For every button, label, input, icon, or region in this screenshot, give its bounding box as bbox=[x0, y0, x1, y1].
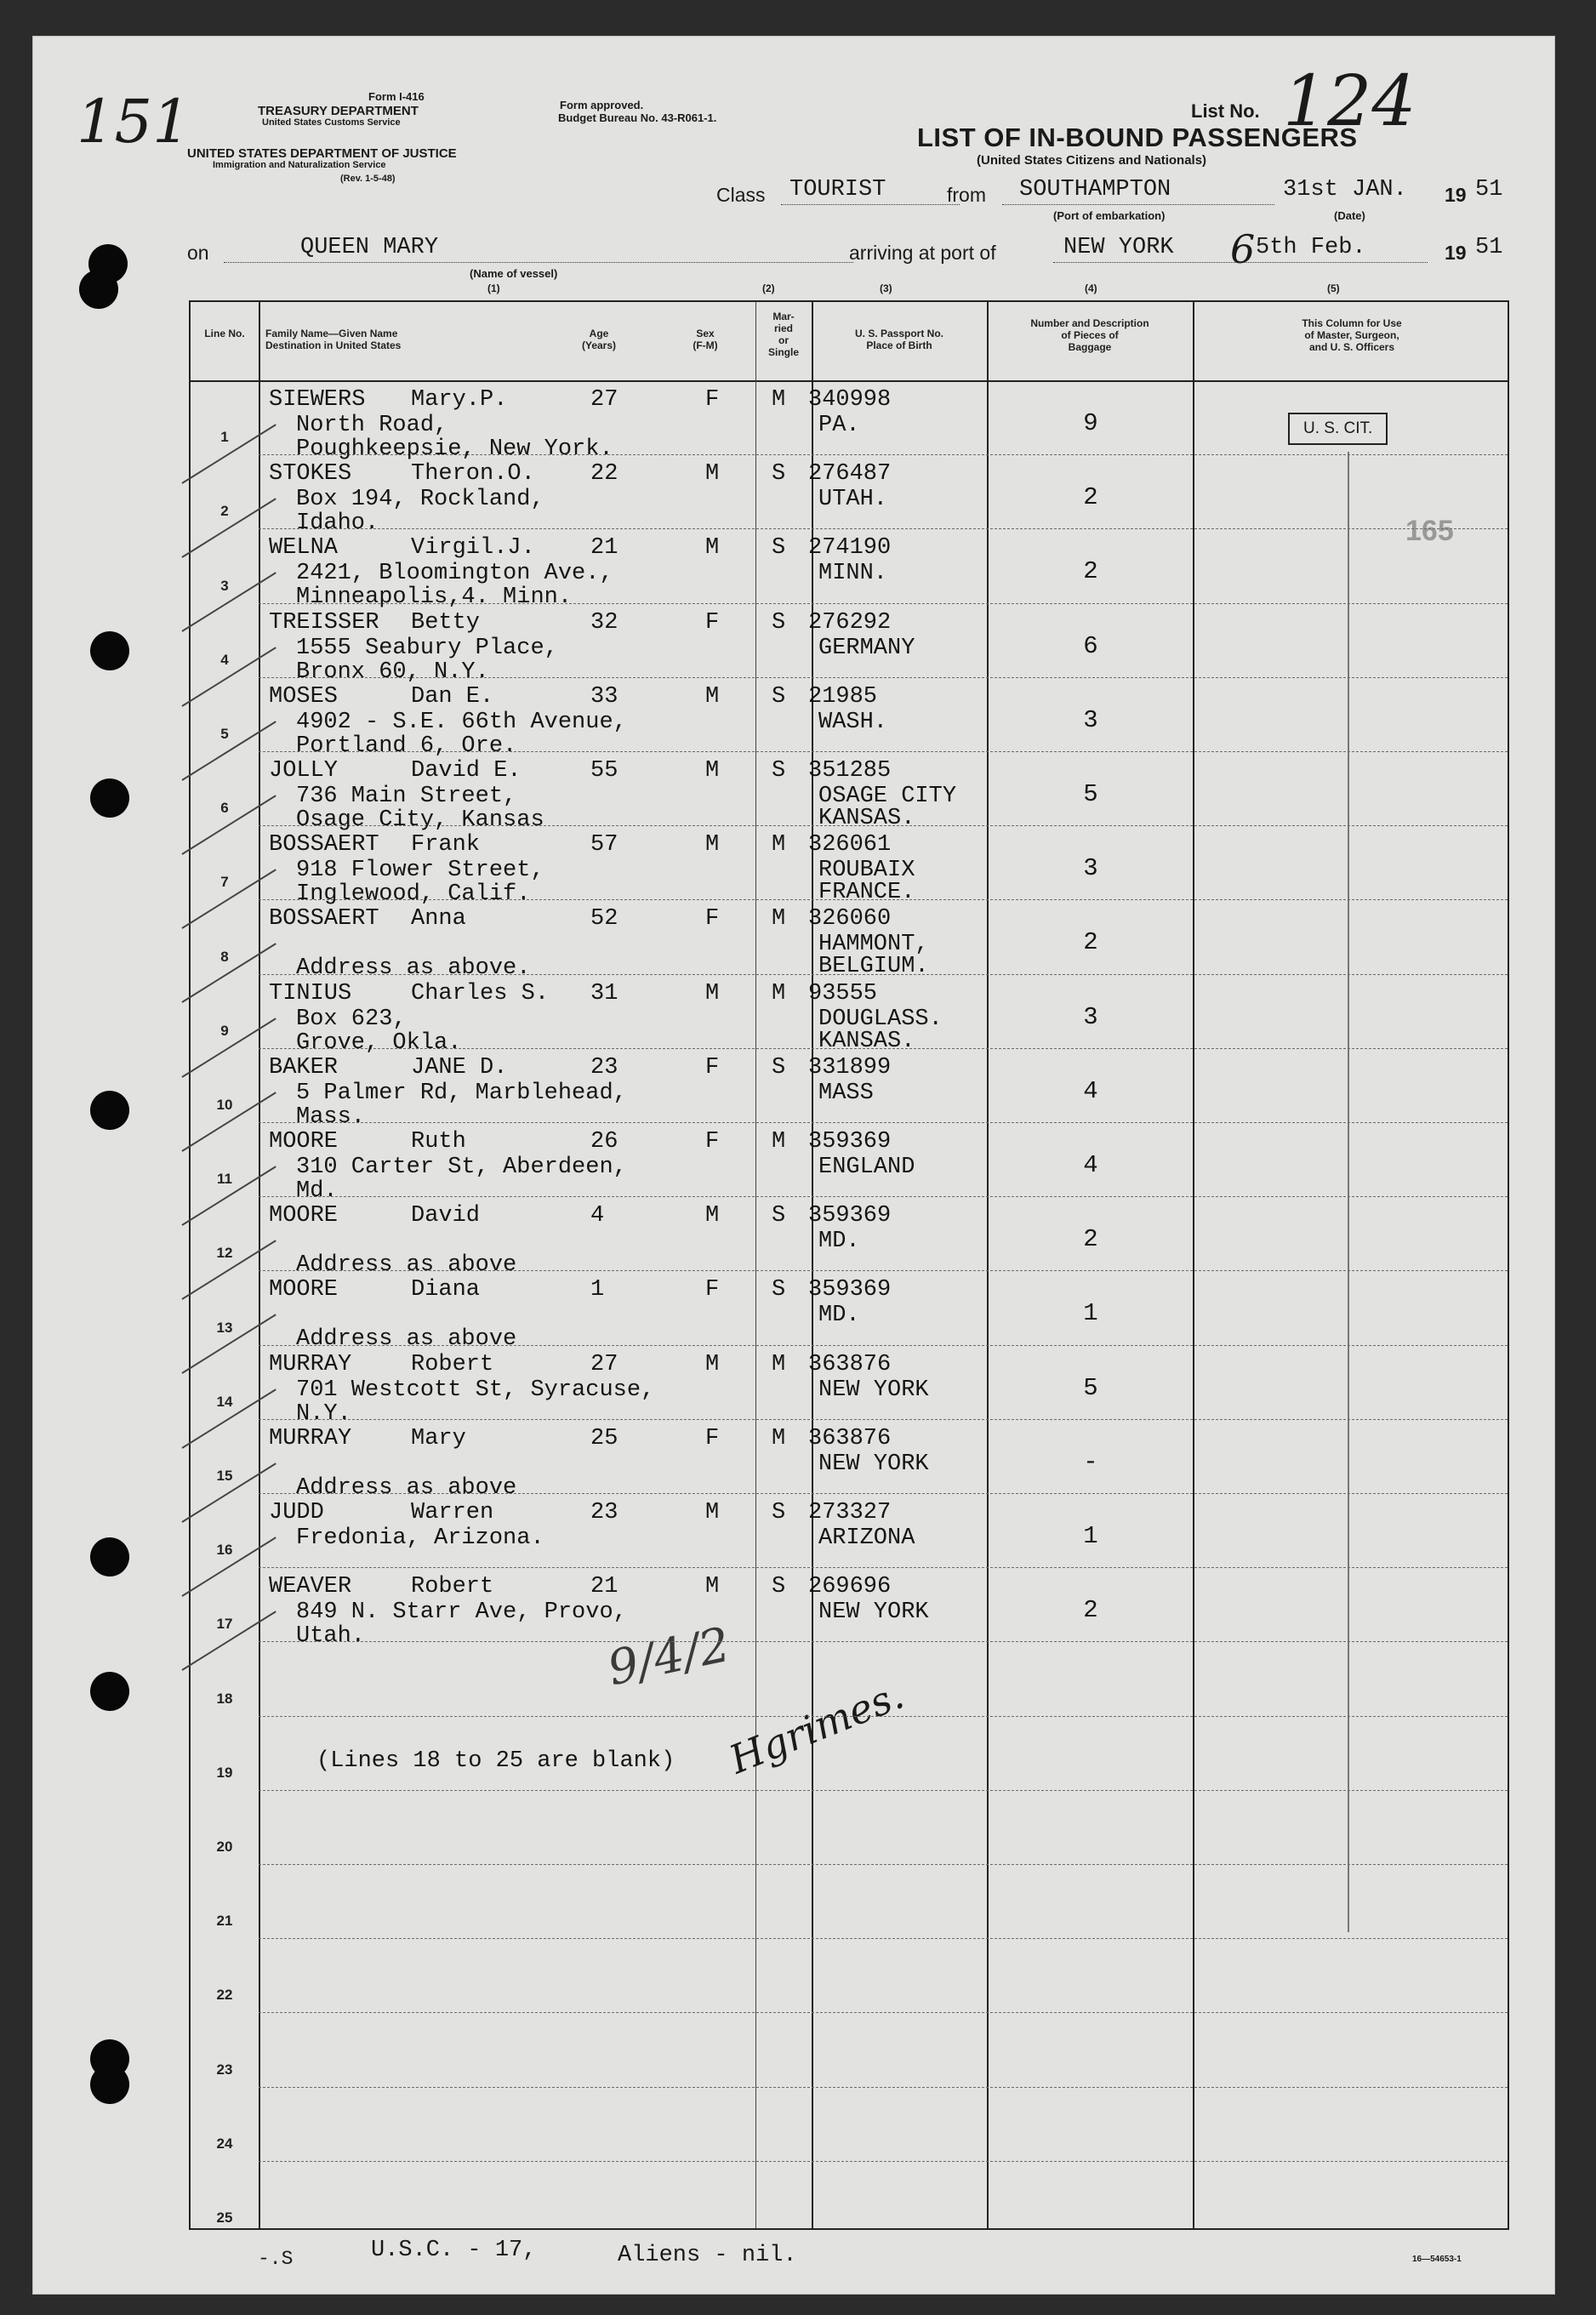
sex: F bbox=[705, 387, 720, 413]
initials-handwritten: 9/4/2 bbox=[602, 1617, 735, 1697]
baggage-count: 3 bbox=[1083, 1002, 1098, 1031]
line-number: 17 bbox=[216, 1616, 233, 1633]
class-value: TOURIST bbox=[789, 177, 886, 202]
line-number: 24 bbox=[216, 2135, 233, 2152]
punch-hole-4 bbox=[90, 778, 129, 818]
address-line-2: N.Y. bbox=[296, 1400, 351, 1427]
class-label: Class bbox=[716, 184, 766, 206]
page-number-handwritten: 151 bbox=[77, 87, 191, 157]
marital-status: S bbox=[772, 1203, 786, 1229]
passport-number: 359369 bbox=[808, 1203, 892, 1229]
family-name: MOORE bbox=[269, 1277, 339, 1303]
col-rule-baggage bbox=[987, 302, 989, 2228]
line-number: 20 bbox=[216, 1839, 233, 1855]
year-prefix: 19 bbox=[1445, 184, 1467, 206]
given-name: Mary.P. bbox=[411, 387, 508, 413]
marital-status: S bbox=[772, 535, 786, 562]
baggage-count: 2 bbox=[1083, 1596, 1098, 1625]
vessel-caption: (Name of vessel) bbox=[470, 267, 558, 280]
on-label: on bbox=[187, 242, 209, 264]
line-number: 22 bbox=[216, 1987, 233, 2004]
form-number: Form I-416 bbox=[368, 90, 425, 103]
address-line-2: Portland 6, Ore. bbox=[296, 733, 517, 759]
line-number: 12 bbox=[216, 1245, 233, 1262]
arrival-day-handwritten: 6 bbox=[1230, 226, 1256, 272]
family-name: MOORE bbox=[269, 1129, 339, 1155]
col-number-3: (3) bbox=[880, 282, 892, 294]
list-no-label: List No. bbox=[1191, 100, 1260, 122]
year-value: 51 bbox=[1475, 177, 1503, 202]
family-name: STOKES bbox=[269, 461, 352, 488]
row-rule bbox=[259, 1567, 1508, 1568]
given-name: David bbox=[411, 1203, 481, 1229]
given-name: Mary bbox=[411, 1425, 466, 1451]
given-name: Diana bbox=[411, 1277, 481, 1303]
address-line-2: Grove, Okla. bbox=[296, 1029, 462, 1056]
row-rule bbox=[259, 1196, 1508, 1197]
family-name: TREISSER bbox=[269, 609, 379, 636]
header-rule bbox=[191, 380, 1508, 382]
colhead-baggage: Number and Description of Pieces of Baggage bbox=[1030, 317, 1149, 353]
address-line-2: Poughkeepsie, New York. bbox=[296, 436, 613, 462]
row-rule bbox=[259, 1716, 1508, 1717]
colhead-age: Age (Years) bbox=[581, 328, 617, 351]
marital-status: M bbox=[772, 1425, 786, 1451]
address-line-1: Box 623, bbox=[296, 1006, 407, 1032]
passport-number: 326061 bbox=[808, 832, 892, 858]
treasury-department: TREASURY DEPARTMENT bbox=[258, 104, 419, 118]
line-number: 14 bbox=[216, 1393, 233, 1410]
row-rule bbox=[259, 1122, 1508, 1123]
address-line-2: Minneapolis,4. Minn. bbox=[296, 584, 573, 611]
col-number-2: (2) bbox=[762, 282, 775, 294]
footer-usc: U.S.C. - 17, bbox=[371, 2238, 537, 2263]
address-line-1: 5 Palmer Rd, Marblehead, bbox=[296, 1080, 627, 1106]
row-rule bbox=[259, 528, 1508, 529]
address-line-2: Address as above. bbox=[296, 955, 531, 982]
address-line-2: Utah. bbox=[296, 1623, 366, 1650]
age: 55 bbox=[590, 758, 618, 784]
passport-number: 326060 bbox=[808, 906, 892, 932]
sex: M bbox=[705, 461, 720, 488]
address-line-1: Box 194, Rockland, bbox=[296, 487, 544, 513]
family-name: JUDD bbox=[269, 1500, 324, 1525]
budget-bureau: Budget Bureau No. 43-R061-1. bbox=[558, 111, 717, 124]
passport-number: 276487 bbox=[808, 461, 892, 488]
family-name: MURRAY bbox=[269, 1351, 352, 1377]
place-of-birth: NEW YORK bbox=[818, 1377, 929, 1403]
class-underline bbox=[781, 204, 960, 205]
colhead-passport: U. S. Passport No. Place of Birth bbox=[854, 328, 944, 351]
line-number: 16 bbox=[216, 1542, 233, 1559]
form-revision: (Rev. 1-5-48) bbox=[340, 174, 396, 184]
baggage-count: 5 bbox=[1083, 780, 1098, 808]
colhead-married: Mar- ried or Single bbox=[767, 311, 799, 358]
family-name: BOSSAERT bbox=[269, 832, 379, 858]
address-line-2: Inglewood, Calif. bbox=[296, 881, 531, 908]
address-line-1: 2421, Bloomington Ave., bbox=[296, 561, 613, 587]
col-rule-line bbox=[259, 302, 260, 2228]
line-number: 18 bbox=[216, 1690, 233, 1707]
col-number-4: (4) bbox=[1085, 282, 1097, 294]
baggage-count: 4 bbox=[1083, 1151, 1098, 1179]
place-of-birth: PA. bbox=[818, 413, 860, 438]
passport-number: 359369 bbox=[808, 1277, 892, 1303]
signature-handwritten: Hgrimes. bbox=[722, 1671, 910, 1783]
line-number: 2 bbox=[220, 503, 229, 520]
family-name: TINIUS bbox=[269, 980, 352, 1006]
address-line-1: North Road, bbox=[296, 413, 448, 438]
punch-hole-3 bbox=[90, 631, 129, 670]
family-name: WELNA bbox=[269, 535, 339, 562]
baggage-count: - bbox=[1083, 1447, 1098, 1476]
place-of-birth: NEW YORK bbox=[818, 1599, 929, 1626]
baggage-count: 2 bbox=[1083, 928, 1098, 957]
address-line-2: Osage City, Kansas bbox=[296, 807, 544, 833]
age: 22 bbox=[590, 461, 618, 488]
punch-hole-2 bbox=[79, 270, 118, 309]
sex: F bbox=[705, 1054, 720, 1081]
row-rule bbox=[259, 1419, 1508, 1420]
colhead-officers: This Column for Use of Master, Surgeon, and U. S. Officers bbox=[1302, 317, 1402, 353]
given-name: Betty bbox=[411, 609, 481, 636]
place-of-birth: MD. bbox=[818, 1303, 860, 1329]
age: 25 bbox=[590, 1425, 618, 1451]
place-of-birth: MD. bbox=[818, 1229, 860, 1255]
line-number: 9 bbox=[220, 1022, 229, 1039]
age: 23 bbox=[590, 1054, 618, 1081]
baggage-count: 2 bbox=[1083, 557, 1098, 586]
marital-status: S bbox=[772, 758, 786, 784]
sex: M bbox=[705, 980, 720, 1006]
sex: M bbox=[705, 832, 720, 858]
baggage-count: 4 bbox=[1083, 1076, 1098, 1105]
arrival-underline bbox=[1053, 262, 1428, 263]
line-number: 5 bbox=[220, 726, 229, 742]
arrival-year-prefix: 19 bbox=[1445, 242, 1467, 264]
family-name: MOSES bbox=[269, 683, 339, 710]
sex: F bbox=[705, 1425, 720, 1451]
from-label: from bbox=[947, 184, 986, 206]
row-rule bbox=[259, 1864, 1508, 1865]
form-code: 16—54653-1 bbox=[1412, 2255, 1462, 2264]
age: 1 bbox=[590, 1277, 605, 1303]
family-name: JOLLY bbox=[269, 758, 339, 784]
date-caption: (Date) bbox=[1334, 209, 1365, 222]
address-line-1: 4902 - S.E. 66th Avenue, bbox=[296, 709, 627, 735]
address-line-2: Md. bbox=[296, 1178, 338, 1204]
address-line-2: Address as above bbox=[296, 1252, 517, 1279]
immigration-service: Immigration and Naturalization Service bbox=[213, 160, 386, 170]
marital-status: M bbox=[772, 980, 786, 1006]
baggage-count: 5 bbox=[1083, 1373, 1098, 1402]
place-of-birth: ROUBAIX FRANCE. bbox=[818, 858, 915, 906]
baggage-count: 6 bbox=[1083, 631, 1098, 660]
address-line-1: 310 Carter St, Aberdeen, bbox=[296, 1155, 627, 1180]
passport-number: 351285 bbox=[808, 758, 892, 784]
passport-number: 331899 bbox=[808, 1054, 892, 1081]
given-name: Theron.O. bbox=[411, 461, 535, 488]
place-of-birth: DOUGLASS. KANSAS. bbox=[818, 1006, 943, 1054]
arrival-port: NEW YORK bbox=[1063, 235, 1174, 260]
address-line-2: Address as above bbox=[296, 1474, 517, 1501]
marital-status: M bbox=[772, 1351, 786, 1377]
given-name: Frank bbox=[411, 832, 481, 858]
sex: F bbox=[705, 906, 720, 932]
sex: M bbox=[705, 758, 720, 784]
baggage-count: 1 bbox=[1083, 1299, 1098, 1328]
place-of-birth: ARIZONA bbox=[818, 1525, 915, 1551]
col-rule-married-right bbox=[812, 302, 813, 2228]
marital-status: S bbox=[772, 1500, 786, 1525]
list-no-value: 124 bbox=[1283, 61, 1416, 142]
port-caption: (Port of embarkation) bbox=[1053, 209, 1166, 222]
marital-status: S bbox=[772, 609, 786, 636]
place-of-birth: OSAGE CITY KANSAS. bbox=[818, 784, 957, 831]
punch-hole-9 bbox=[90, 2065, 129, 2104]
given-name: Robert bbox=[411, 1351, 494, 1377]
given-name: Ruth bbox=[411, 1129, 466, 1155]
sex: M bbox=[705, 535, 720, 562]
age: 57 bbox=[590, 832, 618, 858]
age: 32 bbox=[590, 609, 618, 636]
justice-department: UNITED STATES DEPARTMENT OF JUSTICE bbox=[187, 146, 457, 161]
arriving-label: arriving at port of bbox=[849, 242, 996, 264]
row-rule bbox=[259, 2012, 1508, 2013]
age: 23 bbox=[590, 1500, 618, 1525]
family-name: MURRAY bbox=[269, 1425, 352, 1451]
line-number: 15 bbox=[216, 1468, 233, 1484]
age: 33 bbox=[590, 683, 618, 710]
sex: F bbox=[705, 1277, 720, 1303]
manifest-subtitle: (United States Citizens and Nationals) bbox=[977, 153, 1207, 168]
sex: F bbox=[705, 609, 720, 636]
line-number: 10 bbox=[216, 1097, 233, 1113]
marital-status: M bbox=[772, 387, 786, 413]
colhead-sex: Sex (F-M) bbox=[693, 328, 718, 351]
address-line-2: Mass. bbox=[296, 1103, 366, 1130]
address-line-1: 736 Main Street, bbox=[296, 784, 517, 809]
footer-aliens: Aliens - nil. bbox=[618, 2243, 797, 2268]
age: 21 bbox=[590, 535, 618, 562]
punch-hole-5 bbox=[90, 1091, 129, 1130]
given-name: Dan E. bbox=[411, 683, 494, 710]
passenger-table bbox=[189, 300, 1509, 2230]
passport-number: 276292 bbox=[808, 609, 892, 636]
vessel-value: QUEEN MARY bbox=[300, 235, 439, 260]
arrival-date: 5th Feb. bbox=[1256, 235, 1366, 260]
sex: M bbox=[705, 1351, 720, 1377]
colhead-name: Family Name—Given Name Destination in United States bbox=[265, 328, 402, 351]
form-approved: Form approved. bbox=[560, 99, 644, 111]
col-number-1: (1) bbox=[487, 282, 500, 294]
baggage-count: 2 bbox=[1083, 483, 1098, 512]
col-rule-married-left bbox=[755, 302, 756, 2228]
baggage-count: 3 bbox=[1083, 705, 1098, 734]
given-name: Virgil.J. bbox=[411, 535, 535, 562]
given-name: JANE D. bbox=[411, 1054, 508, 1081]
row-rule bbox=[259, 2087, 1508, 2088]
family-name: SIEWERS bbox=[269, 387, 366, 413]
age: 26 bbox=[590, 1129, 618, 1155]
age: 52 bbox=[590, 906, 618, 932]
passport-number: 340998 bbox=[808, 387, 892, 413]
family-name: MOORE bbox=[269, 1203, 339, 1229]
line-number: 7 bbox=[220, 874, 229, 891]
line-number: 11 bbox=[217, 1171, 232, 1188]
baggage-count: 2 bbox=[1083, 1225, 1098, 1254]
blank-lines-note: (Lines 18 to 25 are blank) bbox=[316, 1748, 675, 1774]
marital-status: S bbox=[772, 1054, 786, 1081]
vessel-underline bbox=[224, 262, 853, 263]
colhead-line: Line No. bbox=[204, 328, 245, 339]
address-line-1: 1555 Seabury Place, bbox=[296, 635, 558, 661]
line-number: 4 bbox=[220, 651, 229, 668]
manifest-title: LIST OF IN-BOUND PASSENGERS bbox=[917, 123, 1358, 152]
marital-status: M bbox=[772, 832, 786, 858]
row-rule bbox=[259, 2161, 1508, 2162]
col-number-5: (5) bbox=[1327, 282, 1340, 294]
line-number: 21 bbox=[216, 1913, 233, 1930]
place-of-birth: NEW YORK bbox=[818, 1451, 929, 1477]
place-of-birth: UTAH. bbox=[818, 487, 888, 513]
address-line-1: Fredonia, Arizona. bbox=[296, 1525, 544, 1551]
given-name: David E. bbox=[411, 758, 522, 784]
place-of-birth: MASS bbox=[818, 1080, 874, 1106]
age: 27 bbox=[590, 1351, 618, 1377]
marital-status: S bbox=[772, 683, 786, 710]
age: 27 bbox=[590, 387, 618, 413]
line-number: 3 bbox=[220, 577, 229, 594]
punch-hole-6 bbox=[90, 1537, 129, 1577]
from-underline bbox=[1002, 204, 1274, 205]
place-of-birth: HAMMONT, BELGIUM. bbox=[818, 932, 929, 980]
marital-status: M bbox=[772, 1129, 786, 1155]
passport-number: 273327 bbox=[808, 1500, 892, 1525]
family-name: BOSSAERT bbox=[269, 906, 379, 932]
col-rule-officers bbox=[1193, 302, 1194, 2228]
family-name: WEAVER bbox=[269, 1574, 352, 1600]
age: 4 bbox=[590, 1203, 605, 1229]
passport-number: 274190 bbox=[808, 535, 892, 562]
row-rule bbox=[259, 1790, 1508, 1791]
marital-status: S bbox=[772, 1277, 786, 1303]
place-of-birth: GERMANY bbox=[818, 635, 915, 661]
line-number: 25 bbox=[216, 2210, 233, 2226]
passport-number: 21985 bbox=[808, 683, 878, 710]
passport-number: 363876 bbox=[808, 1351, 892, 1377]
row-rule bbox=[259, 1641, 1508, 1642]
sex: M bbox=[705, 1500, 720, 1525]
address-line-2: Address as above bbox=[296, 1326, 517, 1353]
marital-status: M bbox=[772, 906, 786, 932]
passport-number: 359369 bbox=[808, 1129, 892, 1155]
address-line-2: Bronx 60, N.Y. bbox=[296, 659, 489, 685]
given-name: Robert bbox=[411, 1574, 494, 1600]
stamp-number: 165 bbox=[1405, 515, 1454, 547]
line-number: 13 bbox=[216, 1319, 233, 1336]
baggage-count: 9 bbox=[1083, 409, 1098, 437]
age: 31 bbox=[590, 980, 618, 1006]
address-line-1: 918 Flower Street, bbox=[296, 858, 544, 884]
date-value: 31st JAN. bbox=[1283, 177, 1407, 202]
customs-service: United States Customs Service bbox=[262, 117, 401, 128]
sex: F bbox=[705, 1129, 720, 1155]
passport-number: 269696 bbox=[808, 1574, 892, 1600]
address-line-2: Idaho. bbox=[296, 510, 379, 537]
sex: M bbox=[705, 683, 720, 710]
sex: M bbox=[705, 1203, 720, 1229]
sex: M bbox=[705, 1574, 720, 1600]
from-value: SOUTHAMPTON bbox=[1019, 177, 1171, 202]
given-name: Warren bbox=[411, 1500, 494, 1525]
stamp-vertical-line bbox=[1348, 452, 1349, 1932]
marital-status: S bbox=[772, 461, 786, 488]
place-of-birth: MINN. bbox=[818, 561, 888, 587]
baggage-count: 1 bbox=[1083, 1522, 1098, 1550]
arrival-year: 51 bbox=[1475, 235, 1503, 260]
line-number: 8 bbox=[220, 948, 229, 965]
baggage-count: 3 bbox=[1083, 854, 1098, 883]
family-name: BAKER bbox=[269, 1054, 339, 1081]
line-number: 23 bbox=[216, 2061, 233, 2078]
marital-status: S bbox=[772, 1574, 786, 1600]
line-number: 19 bbox=[216, 1764, 233, 1781]
us-citizen-stamp: U. S. CIT. bbox=[1288, 413, 1388, 445]
punch-hole-7 bbox=[90, 1672, 129, 1711]
place-of-birth: WASH. bbox=[818, 709, 888, 735]
given-name: Charles S. bbox=[411, 980, 550, 1006]
place-of-birth: ENGLAND bbox=[818, 1155, 915, 1180]
row-rule bbox=[259, 1938, 1508, 1939]
passport-number: 93555 bbox=[808, 980, 878, 1006]
address-line-1: 849 N. Starr Ave, Provo, bbox=[296, 1599, 627, 1626]
line-number: 1 bbox=[220, 429, 229, 446]
address-line-1: 701 Westcott St, Syracuse, bbox=[296, 1377, 655, 1403]
line-number: 6 bbox=[220, 800, 229, 817]
footer-mark: -.S bbox=[258, 2248, 294, 2270]
age: 21 bbox=[590, 1574, 618, 1600]
passport-number: 363876 bbox=[808, 1425, 892, 1451]
given-name: Anna bbox=[411, 906, 466, 932]
